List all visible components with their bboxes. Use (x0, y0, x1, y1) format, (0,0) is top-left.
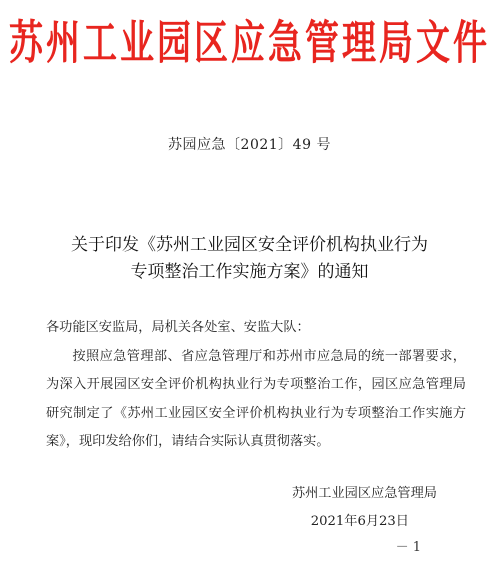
masthead-title: 苏州工业园区应急管理局文件 (9, 16, 490, 71)
page-number: － 1 (395, 540, 421, 555)
document-title (0, 232, 499, 286)
signature-block (292, 480, 437, 536)
document-number: 苏园应急〔2021〕49 号 (168, 137, 331, 153)
body-paragraph: 按照应急管理部、省应急管理厅和苏州市应急局的统一部署要求，为深入开展园区安全评价机构执业行为专项整治工作，园区应急管理局研究制定了《苏州工业园区安全评价机构执业行为专项整治工作实施方案》，现印发给你们，请结合实际认真贯彻落实。 (46, 348, 466, 449)
issue-date: 2021年6月23日 (310, 514, 409, 529)
document-body (46, 314, 466, 457)
document-title-line-1: 关于印发《苏州工业园区安全评价机构执业行为 (71, 235, 428, 255)
document-title-line-2: 专项整治工作实施方案》的通知 (130, 262, 369, 282)
salutation: 各功能区安监局，局机关各处室、安监大队： (46, 320, 310, 335)
issuing-organization: 苏州工业园区应急管理局 (291, 486, 437, 501)
